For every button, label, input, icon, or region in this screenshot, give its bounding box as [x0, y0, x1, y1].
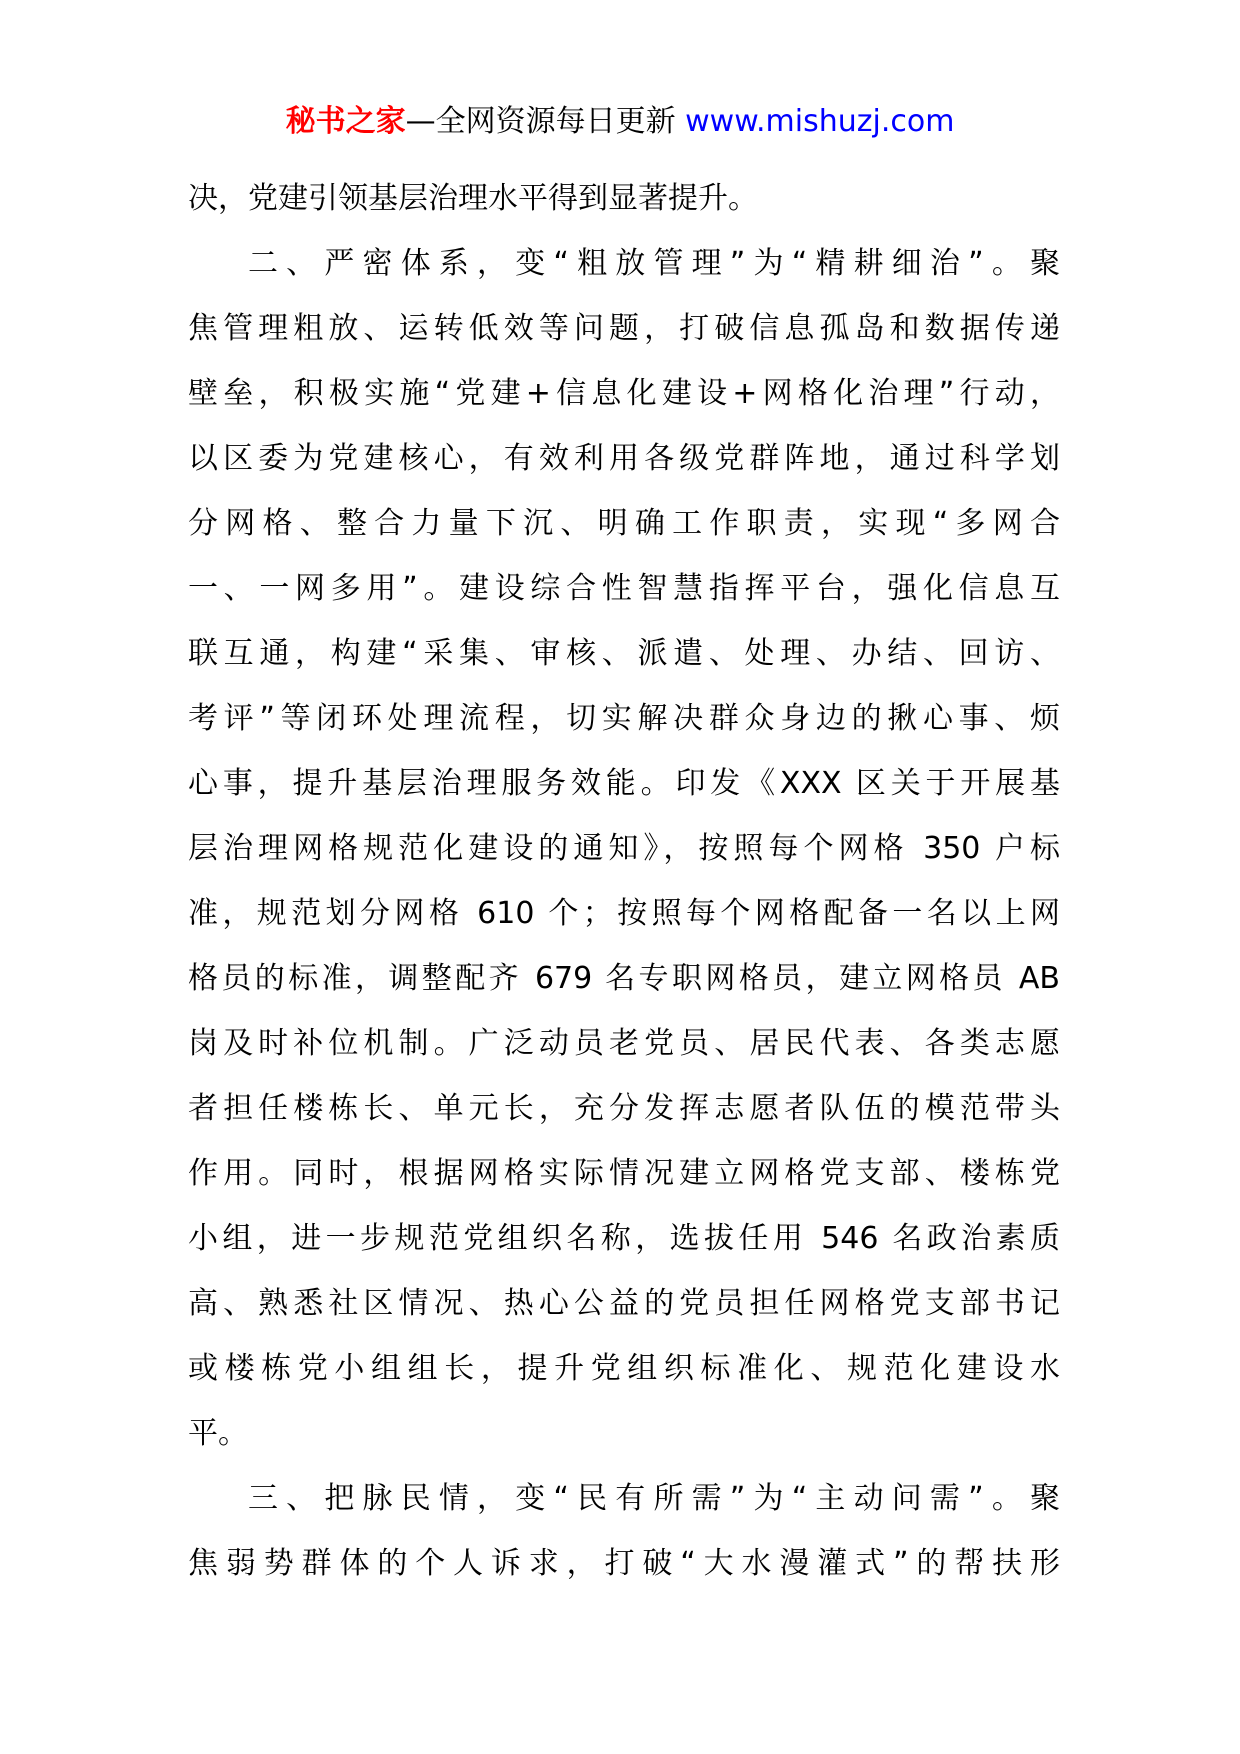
text-line: 小组，进一步规范党组织名称，选拔任用 546 名政治素质 — [188, 1221, 1060, 1256]
site-url-link[interactable]: www.mishuzj.com — [685, 104, 955, 139]
text-line: 联互通，构建“采集、审核、派遣、处理、办结、回访、 — [188, 636, 1060, 671]
text-line: 心事，提升基层治理服务效能。印发《XXX 区关于开展基 — [188, 766, 1060, 801]
text-line: 准，规范划分网格 610 个；按照每个网格配备一名以上网 — [188, 896, 1060, 931]
text-line: 岗及时补位机制。广泛动员老党员、居民代表、各类志愿 — [188, 1026, 1060, 1061]
text-line: 以区委为党建核心，有效利用各级党群阵地，通过科学划 — [188, 441, 1060, 476]
text-line: 二、严密体系，变“粗放管理”为“精耕细治”。聚 — [248, 246, 1060, 281]
text-line: 高、熟悉社区情况、热心公益的党员担任网格党支部书记 — [188, 1286, 1060, 1321]
text-line: 层治理网格规范化建设的通知》，按照每个网格 350 户标 — [188, 831, 1060, 866]
header-slogan: —全网资源每日更新 — [405, 104, 686, 139]
text-line: 焦管理粗放、运转低效等问题，打破信息孤岛和数据传递 — [188, 311, 1060, 346]
text-line: 一、一网多用”。建设综合性智慧指挥平台，强化信息互 — [188, 571, 1060, 606]
text-line: 焦弱势群体的个人诉求，打破“大水漫灌式”的帮扶形 — [188, 1546, 1060, 1581]
brand-name: 秘书之家 — [285, 104, 406, 139]
text-line: 或楼栋党小组组长，提升党组织标准化、规范化建设水 — [188, 1351, 1060, 1386]
text-line: 决，党建引领基层治理水平得到显著提升。 — [188, 181, 758, 216]
text-line: 三、把脉民情，变“民有所需”为“主动问需”。聚 — [248, 1481, 1060, 1516]
text-line: 格员的标准，调整配齐 679 名专职网格员，建立网格员 AB — [188, 961, 1060, 996]
text-line: 分网格、整合力量下沉、明确工作职责，实现“多网合 — [188, 506, 1060, 541]
page-header — [0, 102, 1240, 142]
text-line: 平。 — [188, 1416, 248, 1451]
text-line: 考评”等闭环处理流程，切实解决群众身边的揪心事、烦 — [188, 701, 1060, 736]
text-line: 者担任楼栋长、单元长，充分发挥志愿者队伍的模范带头 — [188, 1091, 1060, 1126]
text-line: 壁垒，积极实施“党建+信息化建设+网格化治理”行动， — [188, 376, 1060, 411]
document-body — [188, 166, 1060, 1596]
text-line: 作用。同时，根据网格实际情况建立网格党支部、楼栋党 — [188, 1156, 1060, 1191]
